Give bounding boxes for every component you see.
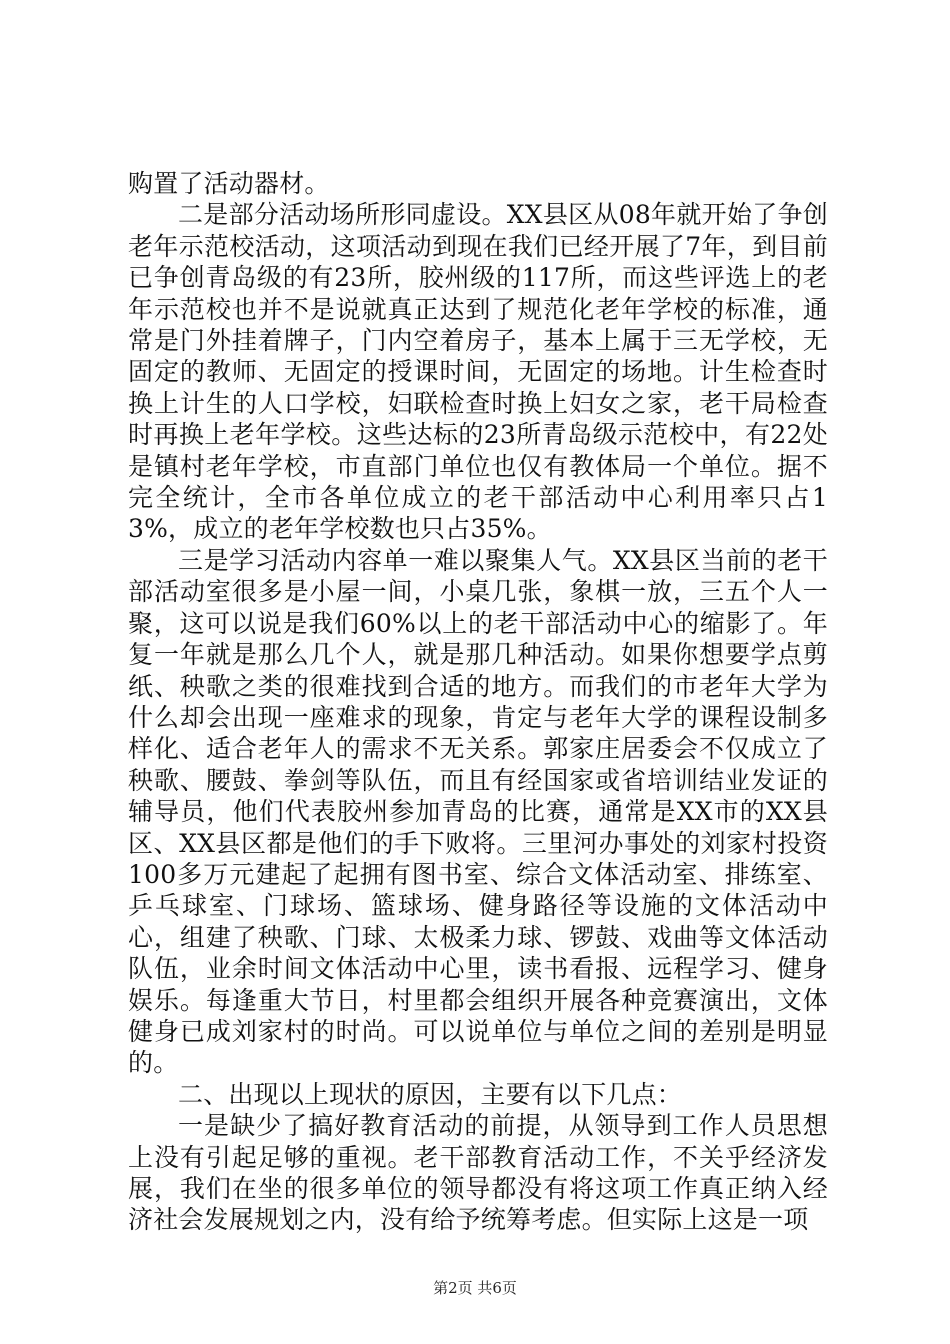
body-text: [128, 168, 828, 1236]
paragraph-venues-nominal: 二是部分活动场所形同虚设。XX县区从08年就开始了争创老年示范校活动，这项活动到现在我们已经开展了7年，到目前已争创青岛级的有23所，胶州级的117所，而这些评选上的老年示范校也并不是说就真正达到了规范化老年学校的标准，通常是门外挂着牌子，门内空着房子，基本上属于三无学校，无固定的教师、无固定的授课时间，无固定的场地。计生检查时换上计生的人口学校，妇联检查时换上妇女之家，老干局检查时再换上老年学校。这些达标的23所青岛级示范校中，有22处是镇村老年学校，市直部门单位也仅有教体局一个单位。据不完全统计，全市各单位成立的老干部活动中心利用率只占13%，成立的老年学校数也只占35%。: [128, 200, 828, 544]
page-number-footer: 第2页 共6页: [433, 1279, 517, 1297]
paragraph-continuation: 购置了活动器材。: [128, 169, 330, 198]
section-heading-causes: 二、出现以上现状的原因，主要有以下几点：: [178, 1079, 683, 1109]
paragraph-lack-of-attention: 一是缺少了搞好教育活动的前提，从领导到工作人员思想上没有引起足够的重视。老干部教育活动工作，不关乎经济发展，我们在坐的很多单位的领导都没有将这项工作真正纳入经济社会发展规划之内，没有给予统筹考虑。但实际上这是一项: [128, 1111, 828, 1235]
paragraph-activities-monotonous: 三是学习活动内容单一难以聚集人气。XX县区当前的老干部活动室很多是小屋一间，小桌几张，象棋一放，三五个人一聚，这可以说是我们60%以上的老干部活动中心的缩影了。年复一年就是那么几个人，就是那几种活动。如果你想要学点剪纸、秧歌之类的很难找到合适的地方。而我们的市老年大学为什么却会出现一座难求的现象，肯定与老年大学的课程设制多样化、适合老年人的需求不无关系。郭家庄居委会不仅成立了秧歌、腰鼓、拳剑等队伍，而且有经国家或省培训结业发证的辅导员，他们代表胶州参加青岛的比赛，通常是XX市的XX县区、XX县区都是他们的手下败将。三里河办事处的刘家村投资100多万元建起了起拥有图书室、综合文体活动室、排练室、乒乓球室、门球场、篮球场、健身路径等设施的文体活动中心，组建了秧歌、门球、太极柔力球、锣鼓、戏曲等文体活动队伍，业余时间文体活动中心里，读书看报、远程学习、健身娱乐。每逢重大节日，村里都会组织开展各种竞赛演出，文体健身已成刘家村的时尚。可以说单位与单位之间的差别是明显的。: [128, 545, 828, 1078]
